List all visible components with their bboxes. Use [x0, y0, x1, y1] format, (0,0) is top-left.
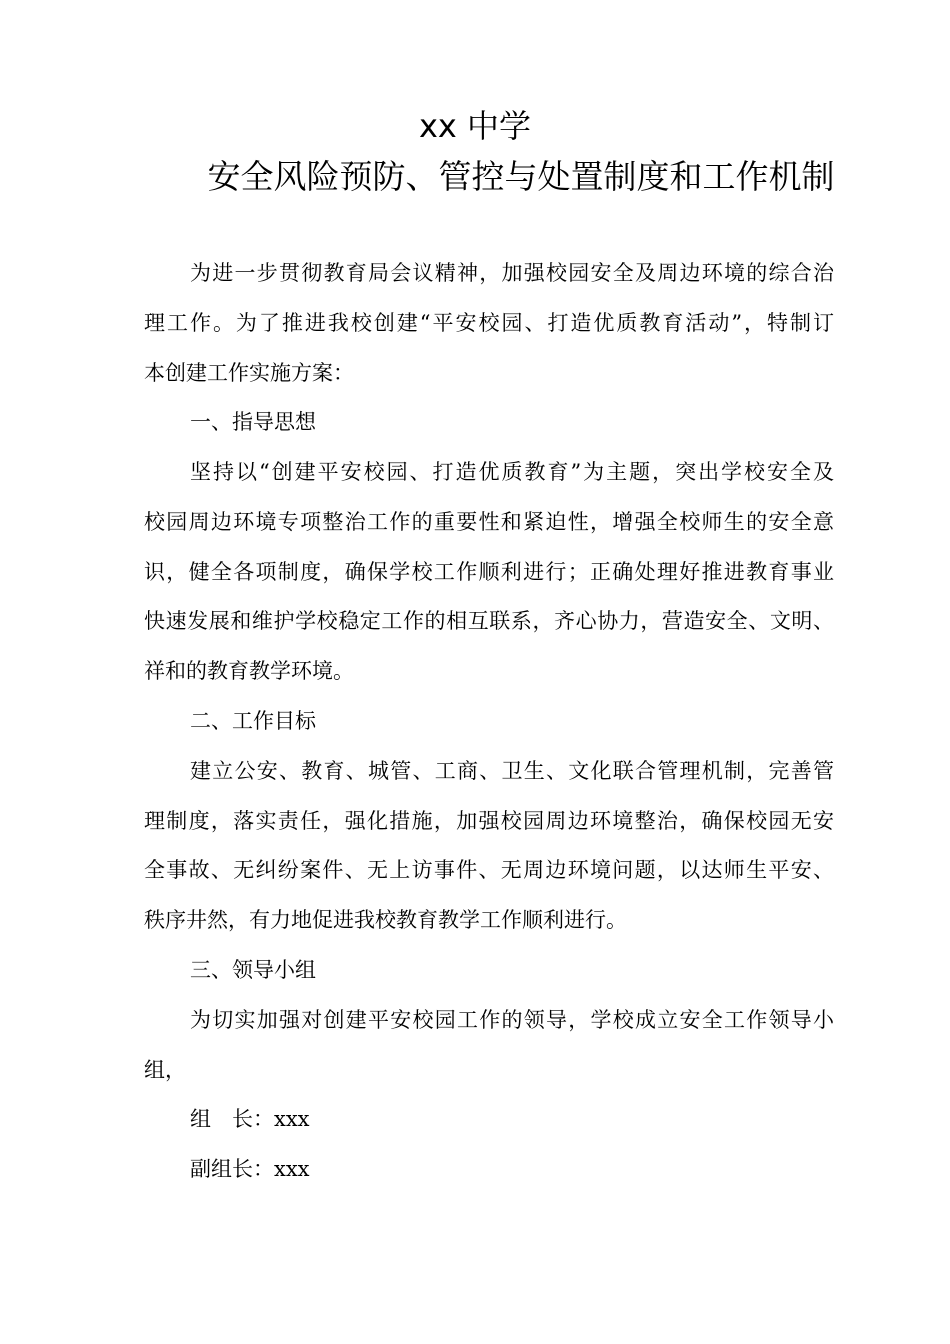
- section-heading-work-goals: 二、工作目标: [190, 709, 316, 733]
- section-2-line-4: 秩序井然，有力地促进我校教育教学工作顺利进行。: [144, 908, 627, 932]
- intro-line-3: 本创建工作实施方案：: [144, 361, 354, 385]
- section-2-line-2: 理制度，落实责任，强化措施，加强校园周边环境整治，确保校园无安: [144, 809, 834, 833]
- document-title-school: xx 中学: [418, 107, 532, 145]
- section-3-line-1: 为切实加强对创建平安校园工作的领导，学校成立安全工作领导小: [190, 1008, 834, 1032]
- section-2-line-1: 建立公安、教育、城管、工商、卫生、文化联合管理机制，完善管: [190, 759, 834, 783]
- member-deputy-leader: 副组长：xxx: [190, 1157, 310, 1181]
- member-group-leader: 组 长：xxx: [190, 1107, 310, 1131]
- intro-line-1: 为进一步贯彻教育局会议精神，加强校园安全及周边环境的综合治: [190, 261, 834, 285]
- section-heading-leadership-group: 三、领导小组: [190, 958, 316, 982]
- section-1-line-4: 快速发展和维护学校稳定工作的相互联系，齐心协力，营造安全、文明、: [144, 609, 834, 633]
- document-title-main: 安全风险预防、管控与处置制度和工作机制: [207, 157, 835, 196]
- section-2-line-3: 全事故、无纠纷案件、无上访事件、无周边环境问题，以达师生平安、: [144, 858, 834, 882]
- section-1-line-3: 识，健全各项制度，确保学校工作顺利进行；正确处理好推进教育事业: [144, 560, 834, 584]
- section-heading-guiding-ideology: 一、指导思想: [190, 410, 316, 434]
- section-1-line-2: 校园周边环境专项整治工作的重要性和紧迫性，增强全校师生的安全意: [144, 510, 834, 534]
- section-1-line-5: 祥和的教育教学环境。: [144, 659, 354, 683]
- intro-line-2: 理工作。为了推进我校创建“平安校园、打造优质教育活动”，特制订: [144, 311, 834, 335]
- section-1-line-1: 坚持以“创建平安校园、打造优质教育”为主题，突出学校安全及: [190, 460, 834, 484]
- section-3-line-2: 组，: [144, 1058, 186, 1082]
